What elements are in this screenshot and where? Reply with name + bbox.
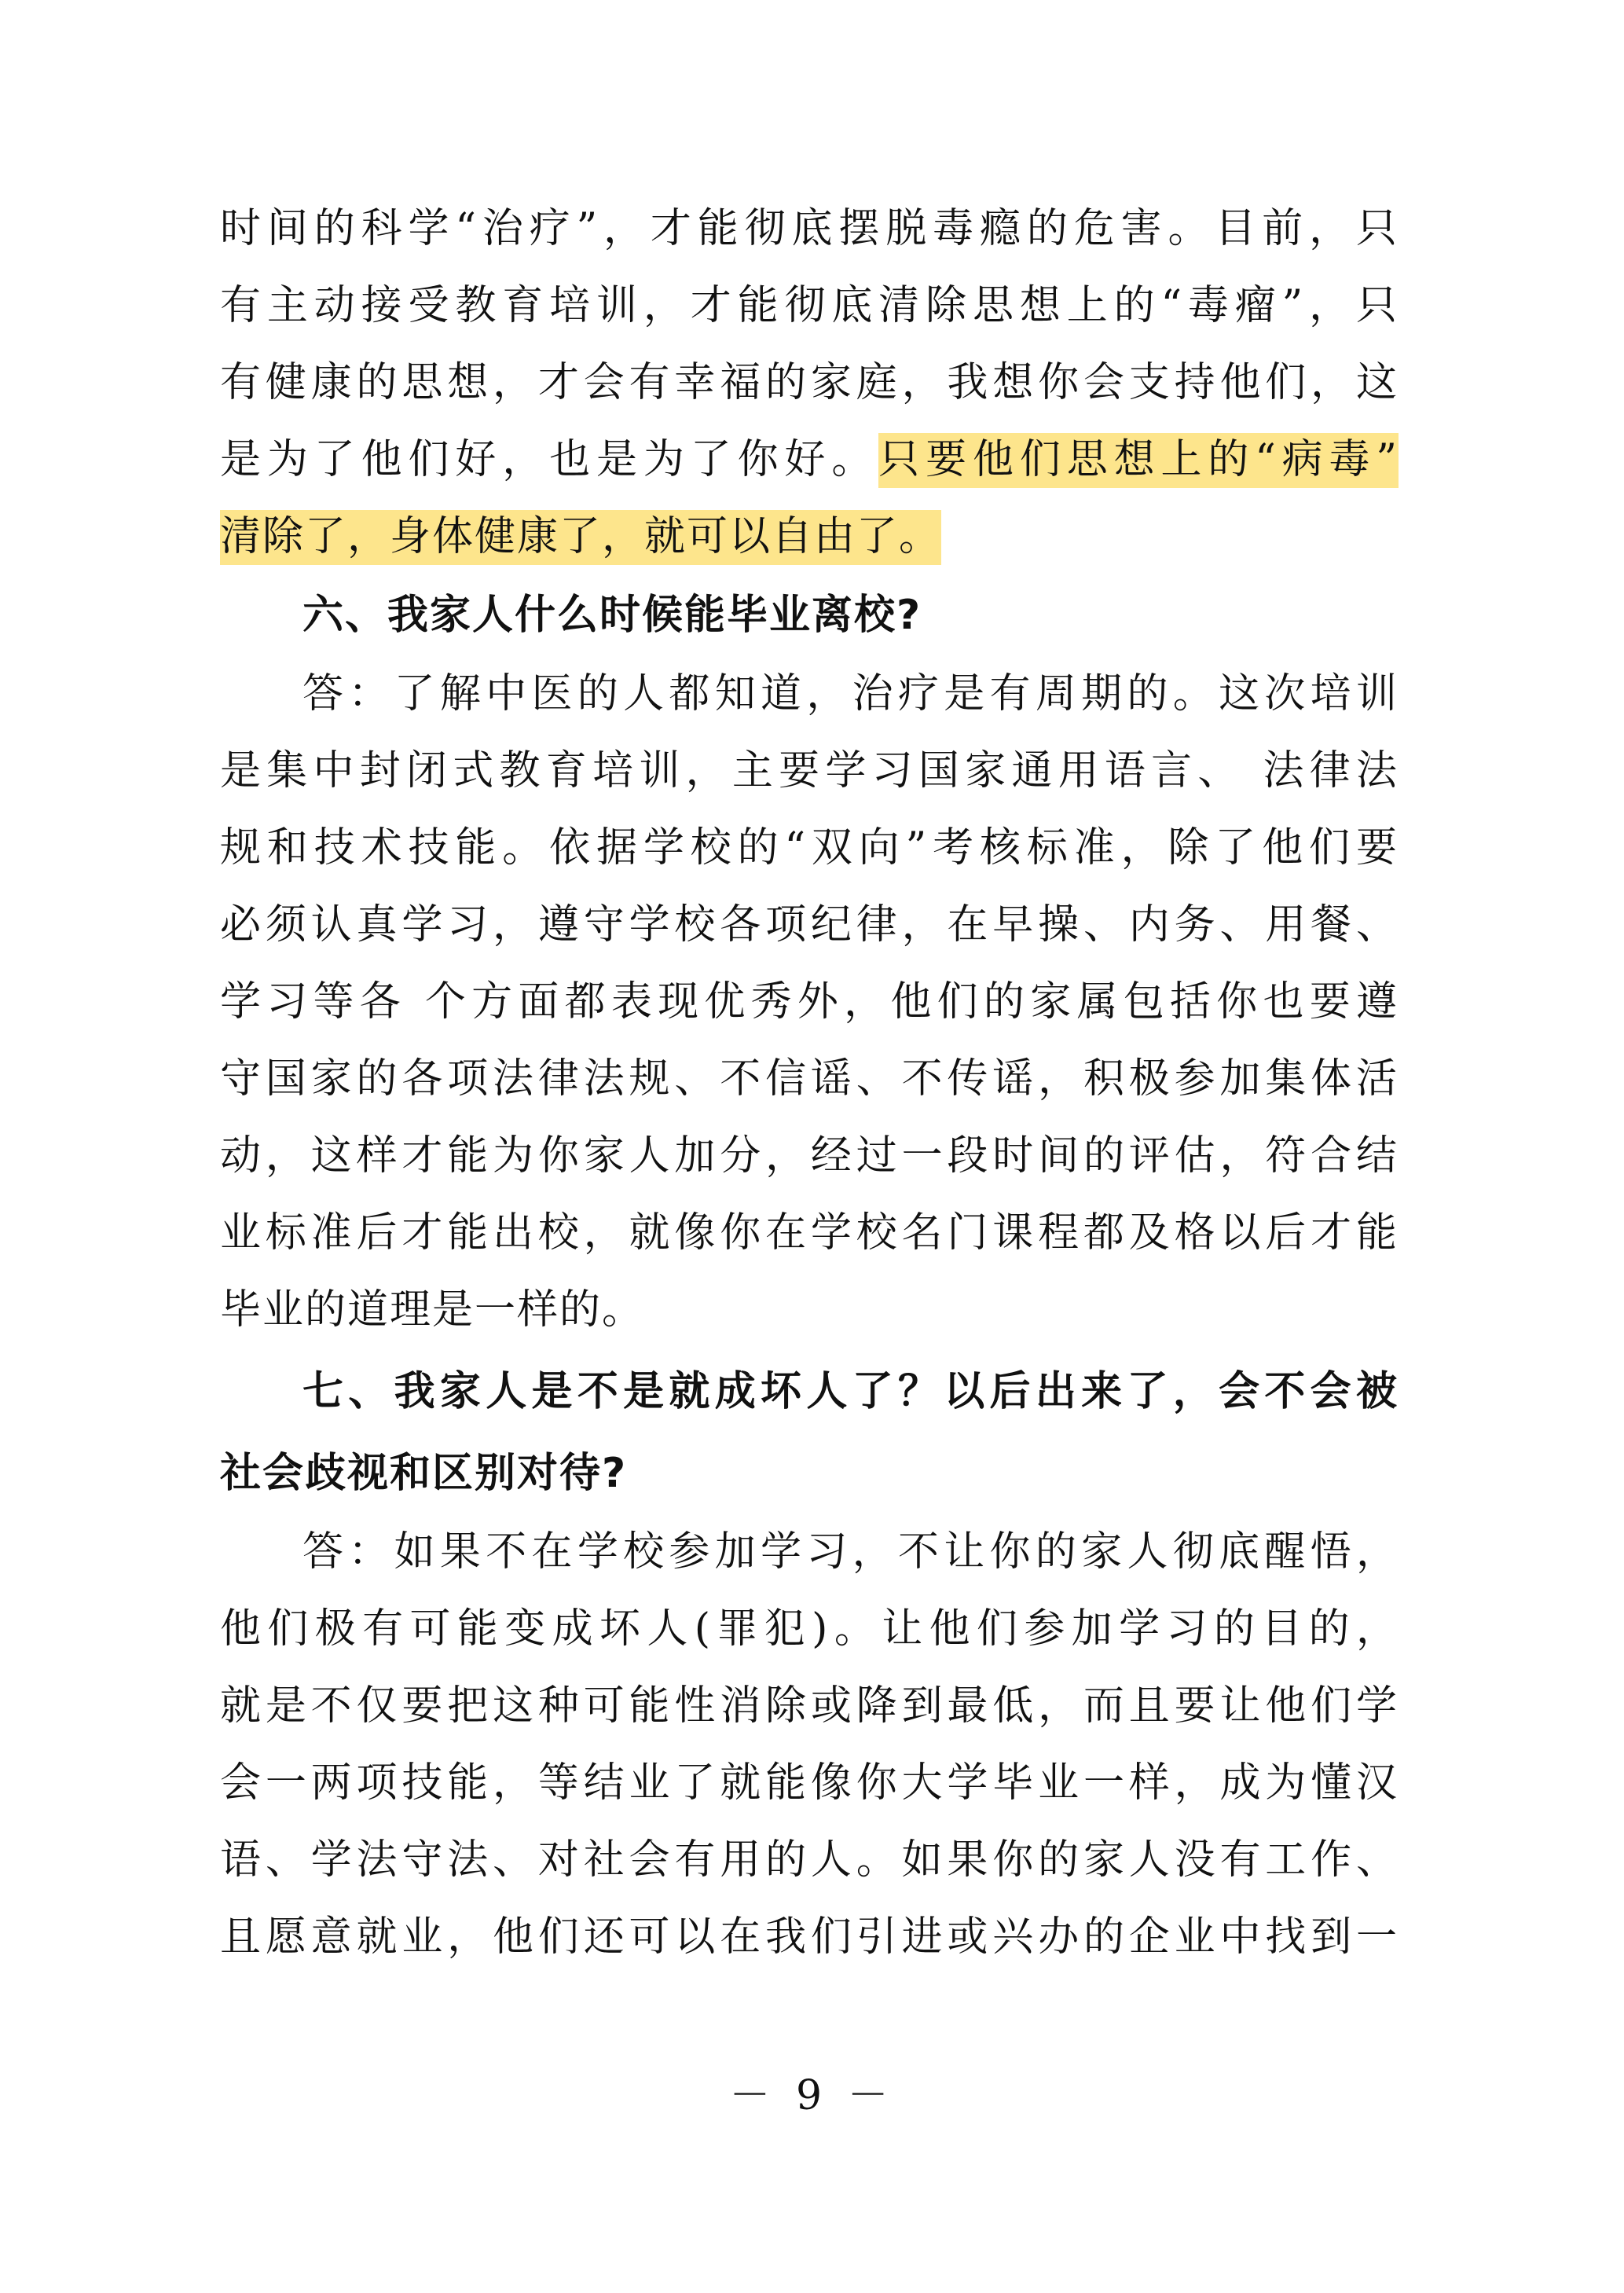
answer-line: 答：如果不在学校参加学习，不让你的家人彻底醒悟， xyxy=(302,1528,1399,1576)
body-line: 守国家的各项法律法规、不信谣、不传谣，积极参加集体活 xyxy=(220,1055,1399,1102)
highlighted-text: 只要他们思想上的“病毒” xyxy=(878,433,1399,488)
section-heading-7-cont: 社会歧视和区别对待? xyxy=(220,1450,628,1497)
body-line: 规和技术技能。依据学校的“双向”考核标准，除了他们要 xyxy=(220,824,1399,871)
body-line: 他们极有可能变成坏人(罪犯)。让他们参加学习的目的， xyxy=(220,1605,1399,1653)
body-line: 必须认真学习，遵守学校各项纪律，在早操、内务、用餐、 xyxy=(220,901,1399,948)
highlighted-text: 清除了，身体健康了，就可以自由了。 xyxy=(220,510,941,565)
answer-line: 答：了解中医的人都知道，治疗是有周期的。这次培训 xyxy=(302,670,1399,717)
body-line: 动，这样才能为你家人加分，经过一段时间的评估，符合结 xyxy=(220,1132,1399,1180)
section-heading-6: 六、我家人什么时候能毕业离校? xyxy=(302,592,922,639)
body-line: 有健康的思想，才会有幸福的家庭，我想你会支持他们，这 xyxy=(220,359,1399,406)
body-line: 是集中封闭式教育培训，主要学习国家通用语言、 法律法 xyxy=(220,747,1399,794)
body-line: 业标准后才能出校，就像你在学校名门课程都及格以后才能 xyxy=(220,1209,1399,1257)
body-line: 时间的科学“治疗”，才能彻底摆脱毒瘾的危害。目前，只 xyxy=(220,205,1399,252)
body-line-highlighted xyxy=(220,509,1399,564)
body-line: 就是不仅要把这种可能性消除或降到最低，而且要让他们学 xyxy=(220,1682,1399,1730)
body-line-mixed xyxy=(220,432,1399,487)
body-line: 有主动接受教育培训，才能彻底清除思想上的“毒瘤”，只 xyxy=(220,282,1399,329)
page-number: － 9 － xyxy=(729,2072,895,2119)
body-text-plain: 是为了他们好，也是为了你好。 xyxy=(220,436,879,483)
body-line: 学习等各 个方面都表现优秀外，他们的家属包括你也要遵 xyxy=(220,978,1399,1025)
body-line: 毕业的道理是一样的。 xyxy=(220,1286,645,1334)
section-heading-7: 七、我家人是不是就成坏人了？以后出来了，会不会被 xyxy=(302,1368,1399,1415)
body-line: 语、学法守法、对社会有用的人。如果你的家人没有工作、 xyxy=(220,1836,1399,1884)
body-line: 且愿意就业，他们还可以在我们引进或兴办的企业中找到一 xyxy=(220,1913,1399,1961)
body-line: 会一两项技能，等结业了就能像你大学毕业一样，成为懂汉 xyxy=(220,1759,1399,1807)
